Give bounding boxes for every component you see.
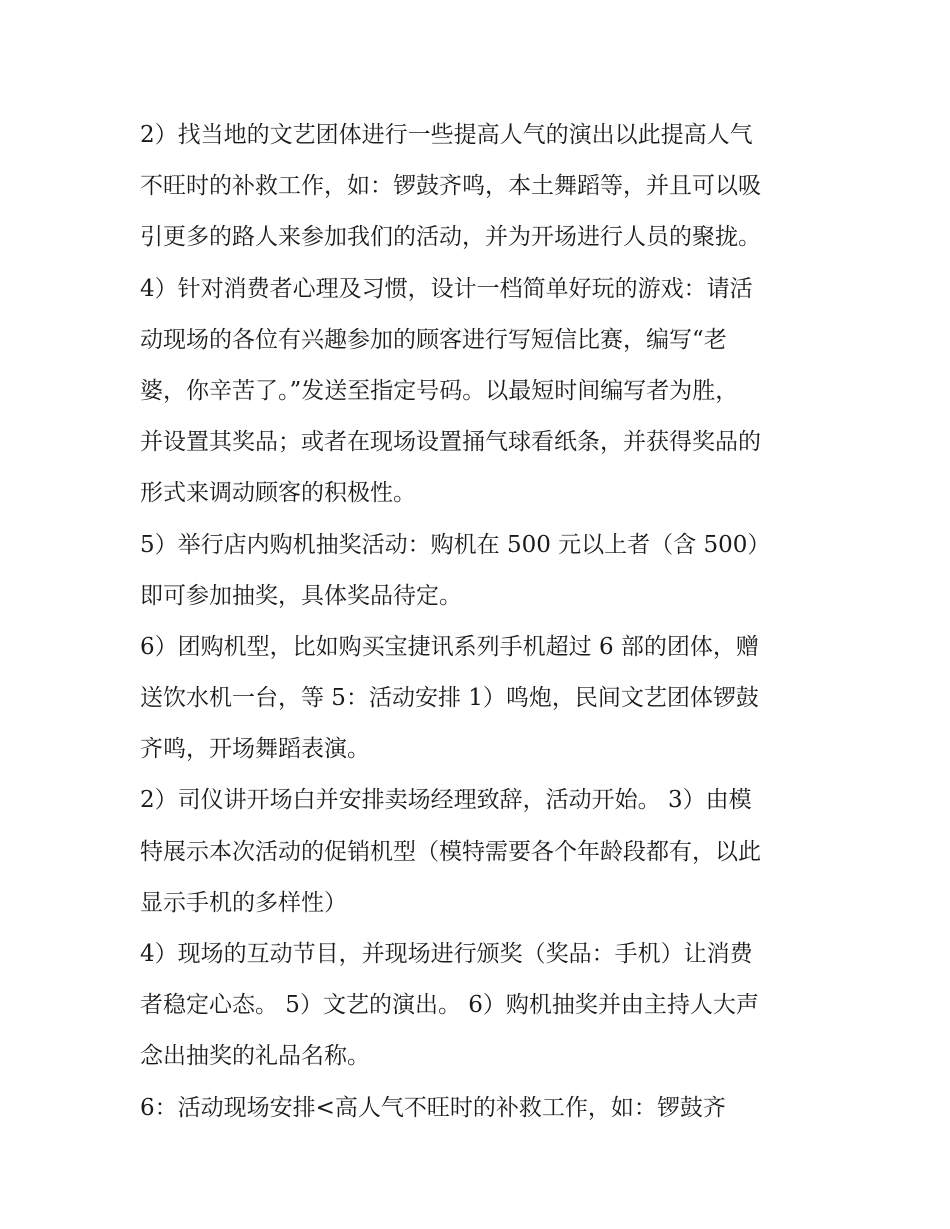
text-line: 形式来调动顾客的积极性。 xyxy=(140,480,416,507)
text-line: 即可参加抽奖，具体奖品待定。 xyxy=(140,582,462,609)
text-line: 并设置其奖品；或者在现场设置捅气球看纸条，并获得奖品的 xyxy=(140,429,761,456)
text-line: 5）举行店内购机抽奖活动：购机在 500 元以上者（含 500） xyxy=(140,531,771,558)
text-line: 婆，你辛苦了。”发送至指定号码。以最短时间编写者为胜， xyxy=(140,377,739,404)
text-line: 4）针对消费者心理及习惯，设计一档简单好玩的游戏：请活 xyxy=(140,275,753,302)
text-line: 引更多的路人来参加我们的活动，并为开场进行人员的聚拢。 xyxy=(140,224,761,251)
text-line: 动现场的各位有兴趣参加的顾客进行写短信比赛，编写“老 xyxy=(140,326,727,353)
text-line: 特展示本次活动的促销机型（模特需要各个年龄段都有，以此 xyxy=(140,838,761,865)
text-line: 2）找当地的文艺团体进行一些提高人气的演出以此提高人气 xyxy=(140,122,753,148)
text-line: 6：活动现场安排<高人气不旺时的补救工作，如：锣鼓齐 xyxy=(140,1094,726,1121)
text-line: 齐鸣，开场舞蹈表演。 xyxy=(140,736,370,763)
body-text xyxy=(140,110,830,1134)
text-line: 4）现场的互动节目，并现场进行颁奖（奖品：手机）让消费 xyxy=(140,941,753,967)
text-line: 显示手机的多样性） xyxy=(140,889,347,916)
text-line: 者稳定心态。 5）文艺的演出。 6）购机抽奖并由主持人大声 xyxy=(140,992,759,1019)
text-line: 送饮水机一台，等 5：活动安排 1）鸣炮，民间文艺团体锣鼓 xyxy=(140,685,759,712)
text-line: 6）团购机型，比如购买宝捷讯系列手机超过 6 部的团体，赠 xyxy=(140,633,759,660)
text-line: 不旺时的补救工作，如：锣鼓齐鸣，本土舞蹈等，并且可以吸 xyxy=(140,173,761,200)
text-line: 2）司仪讲开场白并安排卖场经理致辞，活动开始。 3）由模 xyxy=(140,787,752,814)
text-line: 念出抽奖的礼品名称。 xyxy=(140,1043,370,1070)
